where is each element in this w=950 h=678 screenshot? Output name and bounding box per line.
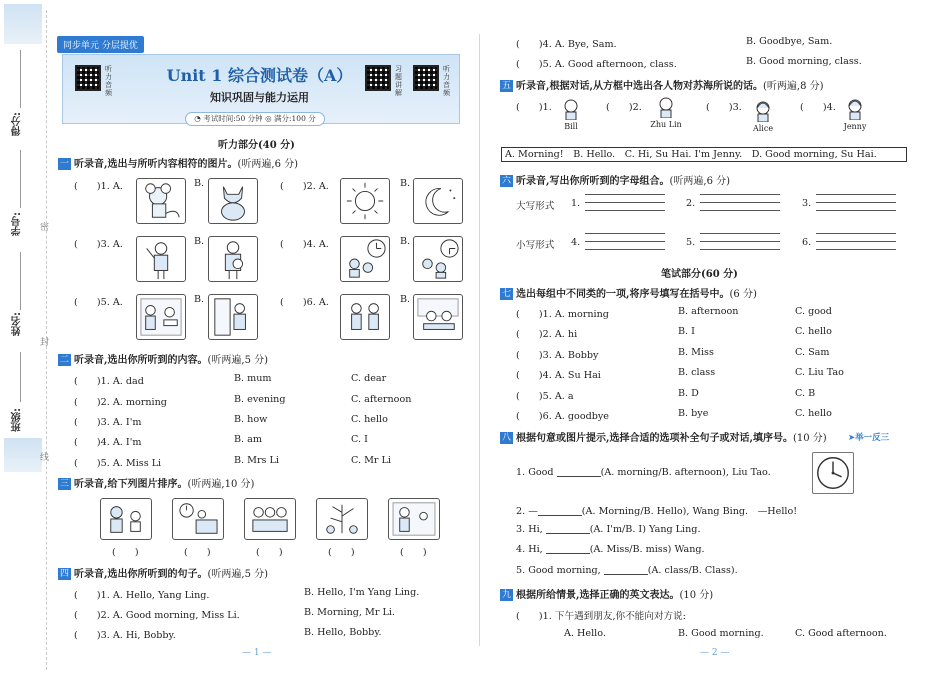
s4-option-a: ( )3. A. Hi, Bobby.	[74, 630, 176, 641]
writing-part-title: 笔试部分(60 分)	[661, 269, 738, 280]
answer-paren[interactable]: ( )	[328, 547, 355, 558]
fill-in-sentence	[516, 524, 701, 535]
character-name: Bill	[564, 122, 578, 131]
door-picture[interactable]	[208, 294, 258, 340]
section-points: (听两遍,5 分)	[207, 355, 269, 366]
section-points: (10 分)	[679, 590, 714, 601]
option-b-label: B.	[194, 236, 205, 247]
character-alice	[750, 100, 776, 133]
cat-picture[interactable]	[208, 178, 258, 224]
section-instruction: 听录音,给下列图片排序。	[74, 479, 188, 490]
name-label: 姓名:	[12, 312, 23, 336]
test-subtitle: 知识巩固与能力运用	[210, 91, 309, 104]
section-9-heading	[500, 586, 713, 601]
afternoon-clock-picture[interactable]	[413, 236, 463, 282]
character-jenny	[842, 98, 868, 131]
section-6-heading	[500, 172, 730, 187]
class-label: 班级:	[12, 408, 23, 432]
s2-option-b: B. mum	[234, 373, 272, 384]
s2-option-a: ( )1. A. dad	[74, 376, 144, 387]
s4-option-a: ( )4. A. Bye, Sam.	[516, 39, 617, 50]
s4-option-b: B. Good morning, class.	[746, 56, 862, 67]
s2-option-a: ( )3. A. I'm	[74, 417, 142, 428]
answer-paren[interactable]: ( )	[256, 547, 283, 558]
s7-option-b: B. I	[678, 326, 695, 337]
s9-question: ( )1. 下午遇到朋友,你不能向对方说:	[516, 611, 686, 622]
answer-paren[interactable]: ( )	[400, 547, 427, 558]
s7-option-a: ( )1. A. morning	[516, 309, 609, 320]
option-b-label: B.	[400, 178, 411, 189]
s7-option-c: C. Liu Tao	[795, 367, 844, 378]
section-number: 七	[502, 289, 512, 299]
writing-line[interactable]	[700, 210, 780, 211]
s5-question: ( )4.	[800, 102, 836, 113]
sentence-end: (A. I'm/B. I) Yang Ling.	[589, 524, 701, 535]
uppercase-label: 大写形式	[516, 201, 555, 212]
writing-line[interactable]	[585, 241, 665, 242]
boy-icon	[560, 98, 582, 120]
s2-option-c: C. dear	[351, 373, 387, 384]
lowercase-label: 小写形式	[516, 240, 555, 251]
clock-icon	[813, 453, 853, 493]
writing-line[interactable]	[700, 241, 780, 242]
s2-option-b: B. how	[234, 414, 268, 425]
name-line	[20, 252, 21, 310]
cut-word: 封	[40, 338, 50, 348]
option-b-label: B.	[194, 294, 205, 305]
section-number: 二	[60, 355, 70, 365]
blank-number: 4.	[571, 237, 581, 248]
page-number: — 1 —	[242, 648, 272, 658]
section-number: 一	[60, 159, 70, 169]
sequence-picture[interactable]	[100, 498, 152, 540]
fill-in-sentence	[516, 544, 705, 555]
s7-option-b: B. D	[678, 388, 699, 399]
answer-paren[interactable]: ( )	[184, 547, 211, 558]
s7-option-c: C. hello	[795, 326, 832, 337]
section-number: 九	[502, 590, 512, 600]
option-b-label: B.	[194, 178, 205, 189]
writing-line[interactable]	[700, 249, 780, 250]
sentence-end: (A. class/B. Class).	[647, 565, 738, 576]
s7-option-b: B. Miss	[678, 347, 714, 358]
section-points: (6 分)	[729, 289, 757, 300]
test-header	[57, 36, 462, 128]
sentence-end: (A. morning/B. afternoon), Liu Tao.	[600, 467, 771, 478]
writing-line[interactable]	[816, 241, 896, 242]
s7-option-c: C. good	[795, 306, 832, 317]
writing-line[interactable]	[816, 210, 896, 211]
s4-option-b: B. Goodbye, Sam.	[746, 36, 833, 47]
section-number: 三	[60, 479, 70, 489]
greeting-picture[interactable]	[340, 294, 390, 340]
sentence-start: 4. Hi,	[516, 544, 543, 555]
section-number: 五	[502, 81, 512, 91]
girl-icon	[844, 98, 866, 120]
sequence-picture[interactable]	[316, 498, 368, 540]
section-instruction: 选出每组中不同类的一项,将序号填写在括号中。	[516, 289, 730, 300]
s1-question: ( )4. A.	[280, 239, 329, 250]
s9-option-a: A. Hello.	[564, 628, 606, 639]
s7-option-a: ( )2. A. hi	[516, 329, 578, 340]
answer-option-box: A. Morning! B. Hello. C. Hi, Su Hai. I'm Jenny. D. Good morning, Su Hai.	[501, 147, 907, 162]
s7-option-a: ( )3. A. Bobby	[516, 350, 599, 361]
s2-option-a: ( )5. A. Miss Li	[74, 458, 162, 469]
exam-score: 满分:100 分	[274, 114, 316, 123]
section-1-heading	[58, 155, 298, 170]
answer-blank[interactable]	[557, 467, 601, 477]
character-name: Jenny	[843, 122, 867, 131]
section-5-heading	[500, 77, 824, 92]
s1-question: ( )5. A.	[74, 297, 123, 308]
section-8-heading	[500, 429, 827, 444]
sun-picture[interactable]	[340, 178, 390, 224]
sentence-start: 1. Good	[516, 467, 554, 478]
writing-line[interactable]	[700, 194, 780, 195]
writing-line[interactable]	[585, 233, 665, 234]
writing-line[interactable]	[816, 233, 896, 234]
test-title: Unit 1 综合测试卷（A）	[166, 66, 353, 85]
girl-icon	[752, 100, 774, 122]
qr-label: 听力音频	[443, 65, 450, 97]
s9-option-c: C. Good afternoon.	[795, 628, 887, 639]
blank-number: 1.	[571, 198, 581, 209]
s4-option-a: ( )5. A. Good afternoon, class.	[516, 59, 677, 70]
answer-paren[interactable]: ( )	[112, 547, 139, 558]
score-line	[20, 50, 21, 108]
answer-blank[interactable]	[604, 565, 648, 575]
s2-option-b: B. evening	[234, 394, 286, 405]
writing-line[interactable]	[585, 202, 665, 203]
writing-line[interactable]	[585, 249, 665, 250]
answer-blank[interactable]	[538, 506, 582, 516]
test-meta	[185, 112, 325, 126]
section-3-heading	[58, 475, 254, 490]
s7-option-c: C. hello	[795, 408, 832, 419]
writing-line[interactable]	[816, 249, 896, 250]
listening-part-title: 听力部分(40 分)	[218, 140, 295, 151]
sequence-picture[interactable]	[172, 498, 224, 540]
answer-blank[interactable]	[546, 524, 590, 534]
section-points: (听两遍,10 分)	[187, 479, 255, 490]
s4-option-b: B. Morning, Mr Li.	[304, 607, 395, 618]
morning-clock-picture[interactable]	[340, 236, 390, 282]
section-instruction: 听录音,选出你所听到的句子。	[74, 569, 208, 580]
section-instruction: 听录音,选出与所听内容相符的图片。	[74, 159, 238, 170]
character-zhu-lin	[648, 96, 684, 129]
qr-label: 习题讲解	[395, 65, 402, 97]
section-points: (听两遍,6 分)	[237, 159, 299, 170]
moon-picture[interactable]	[413, 178, 463, 224]
score-icon: ◎	[265, 114, 272, 123]
id-label: 学号:	[12, 212, 23, 236]
s1-question: ( )3. A.	[74, 239, 123, 250]
s2-option-c: C. afternoon	[351, 394, 412, 405]
writing-line[interactable]	[700, 233, 780, 234]
sequence-picture[interactable]	[244, 498, 296, 540]
writing-line[interactable]	[816, 202, 896, 203]
character-name: Zhu Lin	[650, 120, 682, 129]
s1-question: ( )6. A.	[280, 297, 329, 308]
fill-in-sentence	[516, 565, 738, 576]
classroom-picture[interactable]	[136, 294, 186, 340]
s5-question: ( )2.	[606, 102, 642, 113]
sentence-end: (A. Morning/B. Hello), Wang Bing. —Hello!	[581, 506, 798, 517]
sentence-start: 2. —	[516, 506, 538, 517]
writing-line[interactable]	[700, 202, 780, 203]
character-name: Alice	[752, 124, 774, 133]
binding-stripe-bottom	[4, 438, 42, 472]
section-2-heading	[58, 351, 268, 366]
s2-option-c: C. I	[351, 434, 368, 445]
section-instruction: 听录音,根据对话,从方框中选出各人物对苏海所说的话。	[516, 81, 763, 92]
exam-time: 考试时间:50 分钟	[203, 114, 263, 123]
sentence-start: 5. Good morning,	[516, 565, 601, 576]
unit-tag: 同步单元 分层提优	[57, 36, 144, 53]
s5-question: ( )3.	[706, 102, 742, 113]
section-4-heading	[58, 565, 268, 580]
section-points: (10 分)	[792, 433, 827, 444]
s2-option-b: B. am	[234, 434, 262, 445]
option-b-label: B.	[400, 294, 411, 305]
score-label: 得分:	[12, 112, 23, 136]
fill-in-sentence	[516, 467, 771, 478]
section-instruction: 根据句意或图片提示,选择合适的选项补全句子或对话,填序号。	[516, 433, 793, 444]
s7-option-a: ( )4. A. Su Hai	[516, 370, 601, 381]
s9-option-b: B. Good morning.	[678, 628, 764, 639]
s4-option-a: ( )1. A. Hello, Yang Ling.	[74, 590, 210, 601]
fill-in-sentence	[516, 503, 797, 517]
s7-option-c: C. B	[795, 388, 816, 399]
binding-stripe-top	[4, 4, 42, 44]
cut-word: 线	[40, 453, 50, 463]
page-divider	[479, 34, 480, 646]
qr-label: 听力音频	[105, 65, 112, 97]
boy-waving-picture[interactable]	[136, 236, 186, 282]
writing-line[interactable]	[585, 194, 665, 195]
s2-option-c: C. hello	[351, 414, 388, 425]
blank-number: 2.	[686, 198, 696, 209]
section-points: (听两遍,8 分)	[762, 81, 824, 92]
sentence-start: 3. Hi,	[516, 524, 543, 535]
s1-question: ( )2. A.	[280, 181, 329, 192]
class-line	[20, 352, 21, 402]
option-b-label: B.	[400, 236, 411, 247]
s7-option-a: ( )6. A. goodbye	[516, 411, 609, 422]
s2-option-a: ( )2. A. morning	[74, 397, 167, 408]
s7-option-b: B. afternoon	[678, 306, 739, 317]
extra-practice-link[interactable]: ➤举一反三	[848, 433, 890, 443]
mouse-picture[interactable]	[136, 178, 186, 224]
s2-option-a: ( )4. A. I'm	[74, 437, 142, 448]
section-instruction: 听录音,选出你所听到的内容。	[74, 355, 208, 366]
s2-option-b: B. Mrs Li	[234, 455, 279, 466]
id-line	[20, 150, 21, 208]
section-number: 四	[60, 569, 70, 579]
section-number: 六	[502, 176, 512, 186]
man-picture[interactable]	[208, 236, 258, 282]
s7-option-a: ( )5. A. a	[516, 391, 574, 402]
section-instruction: 听录音,写出你所听到的字母组合。	[516, 176, 670, 187]
s5-question: ( )1.	[516, 102, 552, 113]
s7-option-c: C. Sam	[795, 347, 830, 358]
s4-option-b: B. Hello, I'm Yang Ling.	[304, 587, 420, 598]
clock-picture	[812, 452, 854, 494]
s1-question: ( )1. A.	[74, 181, 123, 192]
writing-line[interactable]	[816, 194, 896, 195]
section-number: 八	[502, 433, 512, 443]
character-bill	[560, 98, 582, 131]
writing-line[interactable]	[585, 210, 665, 211]
s7-option-b: B. class	[678, 367, 716, 378]
s7-option-b: B. bye	[678, 408, 709, 419]
desk-picture[interactable]	[413, 294, 463, 340]
s4-option-a: ( )2. A. Good morning, Miss Li.	[74, 610, 240, 621]
cut-word: 密	[40, 223, 50, 233]
s2-option-c: C. Mr Li	[351, 455, 391, 466]
boy-icon	[655, 96, 677, 118]
section-points: (听两遍,5 分)	[207, 569, 269, 580]
sentence-end: (A. Miss/B. miss) Wang.	[589, 544, 705, 555]
blank-number: 3.	[802, 198, 812, 209]
sequence-picture[interactable]	[388, 498, 440, 540]
answer-blank[interactable]	[546, 544, 590, 554]
section-points: (听两遍,6 分)	[669, 176, 731, 187]
clock-icon: ◔	[194, 114, 201, 123]
page-number: — 2 —	[700, 648, 730, 658]
s4-option-b: B. Hello, Bobby.	[304, 627, 382, 638]
section-instruction: 根据所给情景,选择正确的英文表达。	[516, 590, 680, 601]
blank-number: 6.	[802, 237, 812, 248]
section-7-heading	[500, 285, 757, 300]
blank-number: 5.	[686, 237, 696, 248]
